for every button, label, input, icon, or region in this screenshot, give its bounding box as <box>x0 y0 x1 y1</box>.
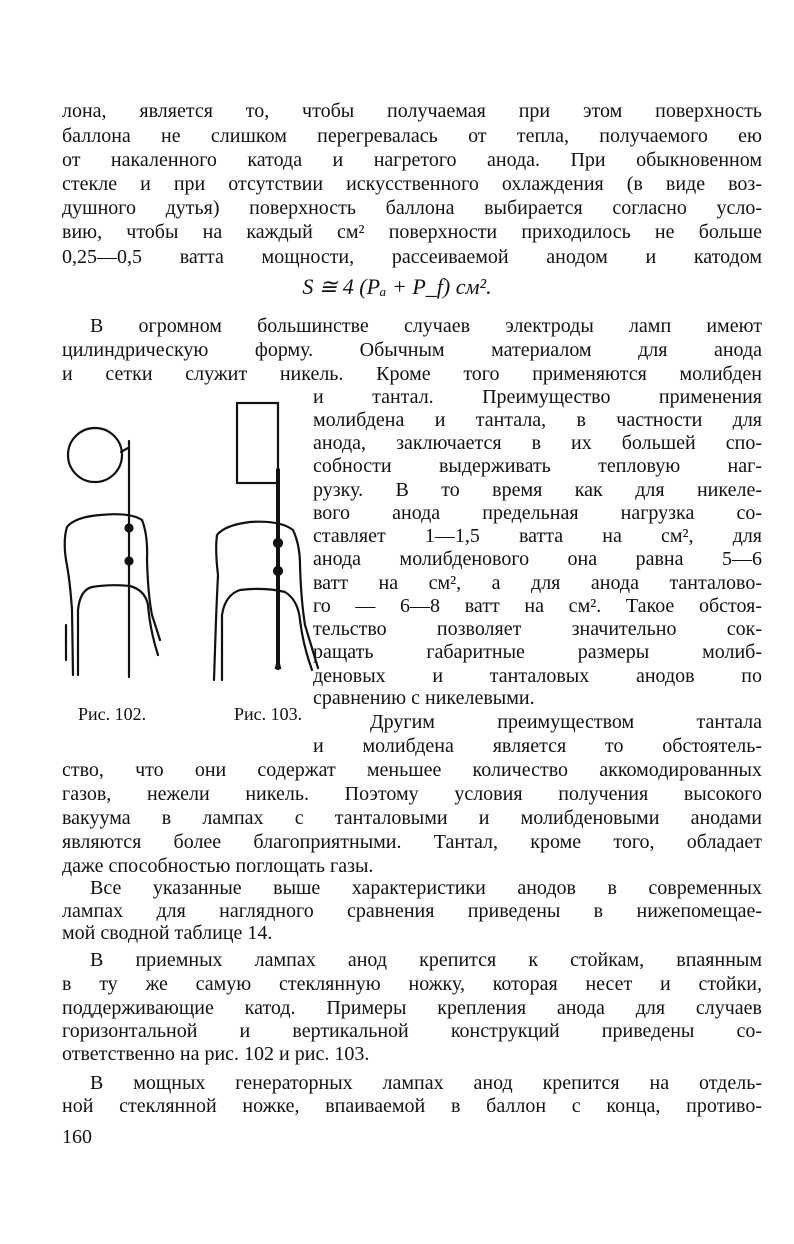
text-line: В мощных генераторных лампах анод крепится на отдель- <box>90 1072 762 1094</box>
page-number: 160 <box>62 1126 92 1148</box>
text-line: сравнению с никелевыми. <box>313 687 535 709</box>
text-line: даже способностью поглощать газы. <box>62 855 374 877</box>
text-line: являются более благоприятными. Тантал, кроме того, обладает <box>62 831 762 853</box>
text-line: и молибдена является то обстоятель- <box>313 735 762 757</box>
text-line: от накаленного катода и нагретого анода. При обыкновенном <box>62 149 762 171</box>
figure-102-drawing <box>65 428 160 677</box>
formula: S ≅ 4 (Pₐ + P_f) см². <box>302 274 492 299</box>
text-line: молибдена и тантала, в частности для <box>313 409 762 431</box>
text-line: цилиндрическую форму. Обычным материалом для анода <box>62 339 762 361</box>
text-line: вого анода предельная нагрузка со- <box>313 502 762 524</box>
text-line: вакуума в лампах с танталовыми и молибденовыми анодами <box>62 807 762 829</box>
text-line: Все указанные выше характеристики анодов в современных <box>90 877 762 899</box>
text-line: душного дутья) поверхность баллона выбирается согласно усло- <box>62 197 762 219</box>
text-line: поддерживающие катод. Примеры крепления анода для случаев <box>62 997 762 1019</box>
text-line: газов, нежели никель. Поэтому условия получения высокого <box>62 783 762 805</box>
text-line: ство, что они содержат меньшее количество аккомодированных <box>62 759 762 781</box>
text-line: горизонтальной и вертикальной конструкций приведены со- <box>62 1020 762 1042</box>
text-line: и тантал. Преимущество применения <box>313 386 762 408</box>
text-line: тельство позволяет значительно сок- <box>313 618 762 640</box>
text-line: анода, заключается в их большей спо- <box>313 432 762 454</box>
text-line: рузку. В то время как для никеле- <box>313 479 762 501</box>
text-line: баллона не слишком перегревалась от тепла, получаемого ею <box>62 125 762 147</box>
text-line: мой сводной таблице 14. <box>62 922 273 944</box>
text-line: и сетки служит никель. Кроме того применяются молибден <box>62 363 762 385</box>
text-line: ращать габаритные размеры молиб- <box>313 641 762 663</box>
text-line: лона, является то, чтобы получаемая при этом поверхность <box>62 100 762 122</box>
text-line: В приемных лампах анод крепится к стойкам, впаянным <box>90 949 762 971</box>
text-line: 0,25—0,5 ватта мощности, рассеиваемой анодом и катодом <box>62 246 762 268</box>
text-line: анода молибденового она равна 5—6 <box>313 548 762 570</box>
text-line: стекле и при отсутствии искусственного охлаждения (в виде воз- <box>62 173 762 195</box>
text-line: собности выдерживать тепловую наг- <box>313 455 762 477</box>
figure-103-caption: Рис. 103. <box>234 704 303 724</box>
text-line: В огромном большинстве случаев электроды ламп имеют <box>90 315 762 337</box>
text-line: ватт на см², а для анода танталово- <box>313 572 762 594</box>
figure-102-caption: Рис. 102. <box>78 704 147 724</box>
text-line: Другим преимуществом тантала <box>370 711 762 733</box>
text-line: вию, чтобы на каждый см² поверхности приходилось не больше <box>62 221 762 243</box>
figure-103-drawing <box>214 403 318 680</box>
text-line: деновых и танталовых анодов по <box>313 665 762 687</box>
text-line: ставляет 1—1,5 ватта на см², для <box>313 525 762 547</box>
text-line: ной стеклянной ножке, впаиваемой в баллон с конца, противо- <box>62 1095 762 1117</box>
text-line: в ту же самую стеклянную ножку, которая несет и стойки, <box>62 973 762 995</box>
text-line: го — 6—8 ватт на см². Такое обстоя- <box>313 595 762 617</box>
text-line: лампах для наглядного сравнения приведены в нижепомещае- <box>62 900 762 922</box>
text-line: ответственно на рис. 102 и рис. 103. <box>62 1043 370 1065</box>
